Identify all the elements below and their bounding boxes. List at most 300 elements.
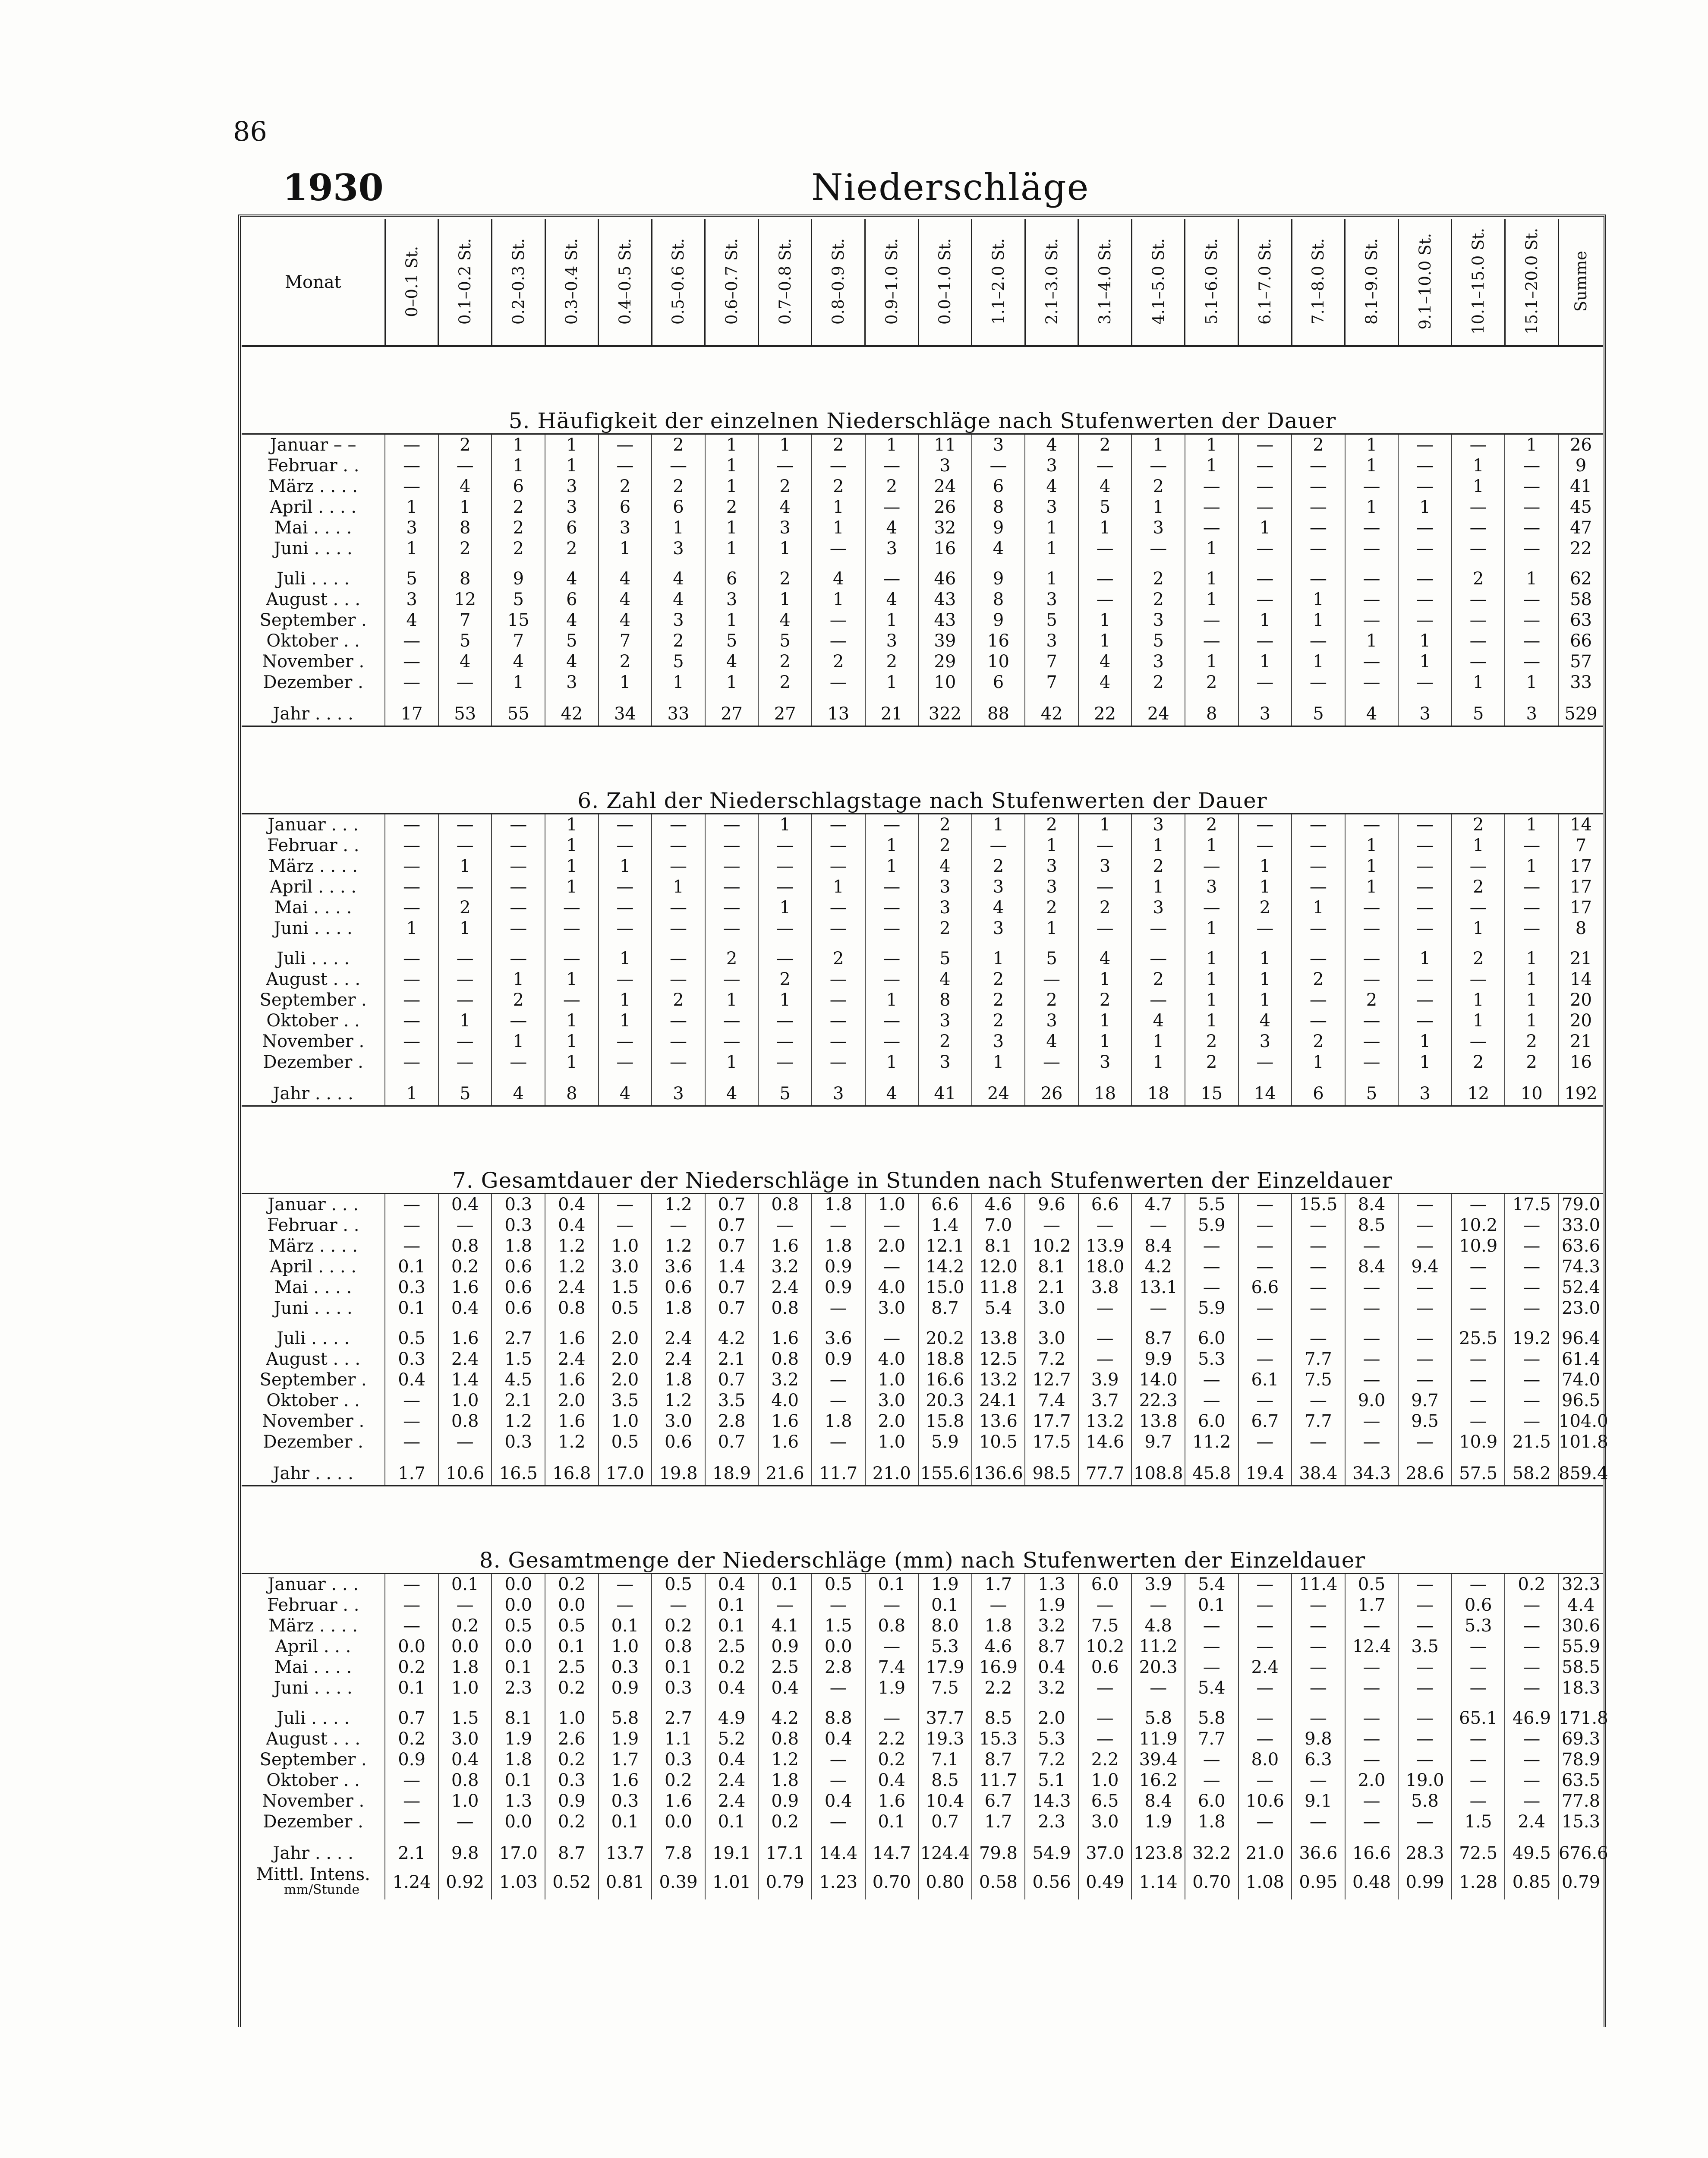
value-cell: 42 [1025, 702, 1078, 726]
value-cell: 0.7 [705, 1194, 759, 1215]
value-cell: 3 [972, 434, 1025, 456]
value-cell: — [1238, 1729, 1292, 1749]
value-cell: — [1238, 1194, 1292, 1215]
row-label-text: Dezember . [263, 1812, 363, 1832]
value-cell: 6.0 [1185, 1328, 1238, 1349]
spacer-cell [1452, 1698, 1505, 1708]
value-cell: 1 [599, 948, 652, 969]
value-cell: 15 [492, 610, 545, 631]
spacer-row [242, 1698, 1603, 1708]
spacer-cell [918, 693, 972, 702]
value-cell: 9 [972, 517, 1025, 538]
value-cell: 8 [972, 589, 1025, 610]
spacer-cell [1131, 1698, 1185, 1708]
value-cell: 0.3 [385, 1349, 438, 1369]
year-total-row [242, 1462, 1603, 1486]
row-label-text: Oktober . . [266, 1391, 360, 1410]
value-cell: 2 [1025, 897, 1078, 918]
value-cell: 16.2 [1131, 1770, 1185, 1791]
table-row [242, 1678, 1603, 1698]
value-cell: 4 [438, 476, 492, 497]
value-cell: 0.1 [865, 1811, 919, 1832]
value-cell: — [1238, 814, 1292, 836]
table-row [242, 672, 1603, 693]
value-cell: 1 [1185, 589, 1238, 610]
value-cell: 39.4 [1131, 1749, 1185, 1770]
value-cell: — [812, 1595, 865, 1615]
value-cell: — [1398, 897, 1452, 918]
value-cell: 1 [1025, 568, 1078, 589]
value-cell: 5.9 [1185, 1215, 1238, 1236]
value-cell: 0.3 [652, 1678, 705, 1698]
sum-cell: 47 [1558, 517, 1603, 538]
value-cell: — [1452, 1256, 1505, 1277]
sum-cell: 171.8 [1559, 1708, 1608, 1728]
value-cell: 2 [438, 897, 492, 918]
value-cell: 7.0 [972, 1215, 1025, 1236]
row-label-text: August . . . [266, 1729, 361, 1749]
spacer-cell [812, 939, 865, 948]
value-cell: 0.5 [599, 1298, 652, 1319]
value-cell: 0.58 [972, 1865, 1025, 1899]
value-cell: — [812, 1031, 865, 1052]
value-cell: 12.1 [918, 1236, 972, 1256]
value-cell: — [1505, 1349, 1558, 1369]
sum-cell: 676.6 [1558, 1842, 1603, 1865]
value-cell: — [1292, 1636, 1345, 1657]
value-cell: 1 [545, 856, 599, 877]
spacer-cell [599, 1319, 652, 1328]
sum-cell: 4.4 [1558, 1595, 1603, 1615]
column-header [1398, 219, 1452, 346]
value-cell: 1 [705, 672, 759, 693]
value-cell: 18.0 [1078, 1256, 1132, 1277]
spacer-cell [652, 693, 705, 702]
value-cell: 0.3 [599, 1791, 652, 1811]
row-label [242, 1082, 385, 1106]
value-cell: 24 [1131, 702, 1185, 726]
table-row [242, 897, 1603, 918]
spacer-cell [758, 693, 812, 702]
row-label [242, 835, 385, 856]
value-cell: — [1345, 1031, 1399, 1052]
value-cell: 3 [1131, 517, 1185, 538]
value-cell: 0.1 [599, 1615, 652, 1636]
value-cell: 2 [1078, 990, 1132, 1010]
table-row [242, 1215, 1603, 1236]
row-label-text: Oktober . . [266, 1770, 360, 1790]
value-cell: 1 [1398, 1052, 1452, 1073]
value-cell: 1 [1131, 1052, 1185, 1073]
value-cell: — [865, 1328, 919, 1349]
table-row [242, 1390, 1603, 1411]
section-title-row [242, 726, 1603, 814]
column-header [705, 219, 759, 346]
value-cell: 0.5 [545, 1615, 599, 1636]
row-label [242, 1010, 385, 1031]
value-cell: — [705, 897, 759, 918]
value-cell: 6.0 [1185, 1791, 1238, 1811]
value-cell: 0.9 [758, 1636, 812, 1657]
value-cell: — [1398, 856, 1452, 877]
section-title: 6. Zahl der Niederschlagstage nach Stufenwerten der Dauer [242, 726, 1603, 814]
value-cell: 6.5 [1078, 1791, 1132, 1811]
value-cell: 18 [1078, 1082, 1132, 1106]
spacer-cell [438, 1319, 492, 1328]
value-cell: — [1185, 1369, 1238, 1390]
value-cell: 2 [1131, 589, 1185, 610]
value-cell: 2 [1131, 476, 1185, 497]
value-cell: 1.0 [1078, 1770, 1132, 1791]
value-cell: 1 [1238, 990, 1292, 1010]
spacer-cell [545, 1073, 599, 1082]
value-cell: 1.24 [385, 1865, 438, 1899]
value-cell: — [1398, 814, 1452, 836]
value-cell: 0.9 [599, 1678, 652, 1698]
column-header-label: 2.1–3.0 St. [1042, 238, 1061, 325]
value-cell: 13 [812, 702, 865, 726]
sum-cell: 61.4 [1558, 1349, 1603, 1369]
value-cell: 2.1 [1025, 1277, 1078, 1298]
value-cell: 28.6 [1398, 1462, 1452, 1486]
spacer-cell [652, 1319, 705, 1328]
value-cell: — [758, 877, 812, 897]
value-cell: — [865, 1595, 919, 1615]
value-cell: — [1185, 1636, 1238, 1657]
value-cell: 1 [1505, 672, 1558, 693]
value-cell: 1 [1452, 990, 1505, 1010]
spacer-cell [705, 1073, 759, 1082]
value-cell: 11.7 [972, 1770, 1025, 1791]
value-cell: 24 [972, 1082, 1025, 1106]
value-cell: 4 [1078, 476, 1132, 497]
value-cell: 1.0 [438, 1390, 492, 1411]
value-cell: 2.0 [599, 1349, 652, 1369]
value-cell: 0.0 [812, 1636, 865, 1657]
row-label [242, 434, 385, 456]
value-cell: 1.3 [1025, 1574, 1078, 1595]
value-cell: 0.7 [918, 1811, 972, 1832]
table-row [242, 1729, 1603, 1749]
value-cell: — [1185, 1615, 1238, 1636]
value-cell: 0.5 [812, 1574, 865, 1595]
value-cell: — [1345, 1708, 1399, 1729]
spacer-cell [1452, 1452, 1505, 1462]
value-cell: 1.2 [652, 1236, 705, 1256]
value-cell: 6.6 [1078, 1194, 1132, 1215]
spacer-cell [1185, 1452, 1238, 1462]
value-cell: 3 [545, 497, 599, 517]
value-cell: — [492, 918, 545, 939]
value-cell: — [652, 1052, 705, 1073]
sum-cell: 21 [1558, 948, 1603, 969]
value-cell: 2 [918, 814, 972, 836]
column-header-label: 1.1–2.0 St. [989, 238, 1008, 325]
spacer-cell [1238, 1698, 1292, 1708]
value-cell: 8.7 [918, 1298, 972, 1319]
value-cell: 2 [758, 672, 812, 693]
value-cell: 5.3 [1452, 1615, 1505, 1636]
value-cell: 0.2 [438, 1256, 492, 1277]
value-cell: — [1185, 1749, 1238, 1770]
value-cell: 2.3 [492, 1678, 545, 1698]
value-cell: 2.2 [865, 1729, 919, 1749]
value-cell: — [1185, 1256, 1238, 1277]
value-cell: 12 [438, 589, 492, 610]
section-title: 8. Gesamtmenge der Niederschläge (mm) nach Stufenwerten der Einzeldauer [242, 1486, 1603, 1574]
value-cell: — [1025, 1052, 1078, 1073]
value-cell: 0.2 [758, 1811, 812, 1832]
row-label-text: August . . . [266, 1349, 361, 1369]
value-cell: 1 [385, 1082, 438, 1106]
sum-cell: 74.0 [1558, 1369, 1603, 1390]
spacer-cell [438, 1832, 492, 1842]
row-label-text: Juni . . . . [274, 1298, 353, 1318]
value-cell: 12.4 [1345, 1636, 1399, 1657]
spacer-cell [652, 939, 705, 948]
row-label [242, 1729, 385, 1749]
value-cell: — [1452, 897, 1505, 918]
value-cell: 18.8 [918, 1349, 972, 1369]
value-cell: 5 [758, 1082, 812, 1106]
value-cell: 5.1 [1025, 1770, 1078, 1791]
spacer-cell [705, 1698, 759, 1708]
value-cell: — [385, 1770, 438, 1791]
value-cell: 5 [1452, 702, 1505, 726]
value-cell: — [758, 1215, 812, 1236]
row-label-text: April . . . . [270, 877, 357, 897]
value-cell: — [545, 897, 599, 918]
value-cell: 2 [1131, 672, 1185, 693]
value-cell: — [438, 814, 492, 836]
value-cell: 2 [652, 476, 705, 497]
value-cell: 98.5 [1025, 1462, 1078, 1486]
value-cell: 88 [972, 702, 1025, 726]
spacer-cell [545, 939, 599, 948]
spacer-cell [242, 939, 385, 948]
value-cell: 10.6 [438, 1462, 492, 1486]
value-cell: — [1452, 1031, 1505, 1052]
value-cell: 0.4 [812, 1729, 865, 1749]
value-cell: — [385, 969, 438, 990]
value-cell: 5 [1345, 1082, 1399, 1106]
value-cell: — [1345, 651, 1399, 672]
row-label [242, 455, 385, 476]
value-cell: 9.8 [438, 1842, 492, 1865]
value-cell: — [1238, 1052, 1292, 1073]
value-cell: 7.7 [1292, 1411, 1345, 1432]
row-label-text: Jahr . . . . [273, 1843, 353, 1863]
value-cell: — [1078, 1678, 1132, 1698]
value-cell: 3 [1131, 897, 1185, 918]
value-cell: 0.9 [812, 1256, 865, 1277]
spacer-cell [865, 559, 919, 568]
spacer-cell [1238, 559, 1292, 568]
value-cell: — [1398, 1369, 1452, 1390]
value-cell: 2.2 [1078, 1749, 1132, 1770]
value-cell: — [652, 1031, 705, 1052]
table-row [242, 476, 1603, 497]
spacer-cell [599, 693, 652, 702]
value-cell: 5.4 [972, 1298, 1025, 1319]
value-cell: 0.6 [1078, 1657, 1132, 1678]
spacer-cell [972, 1832, 1025, 1842]
spacer-cell [705, 1452, 759, 1462]
spacer-cell [1398, 1073, 1452, 1082]
table-body [242, 346, 1608, 1899]
spacer-cell [705, 559, 759, 568]
value-cell: — [652, 1595, 705, 1615]
value-cell: 10.6 [1238, 1791, 1292, 1811]
spacer-cell [1292, 939, 1345, 948]
value-cell: — [599, 897, 652, 918]
value-cell: 0.7 [385, 1708, 438, 1729]
value-cell: 4 [1078, 948, 1132, 969]
value-cell: 11.2 [1185, 1432, 1238, 1452]
value-cell: 2 [1185, 814, 1238, 836]
value-cell: — [599, 918, 652, 939]
spacer-cell [1452, 1073, 1505, 1082]
value-cell: — [1345, 610, 1399, 631]
value-cell: 7 [1025, 651, 1078, 672]
value-cell: 2 [1078, 434, 1132, 456]
value-cell: 5 [545, 631, 599, 651]
value-cell: 0.1 [385, 1678, 438, 1698]
table-row [242, 434, 1603, 456]
row-label [242, 1369, 385, 1390]
column-header [972, 219, 1025, 346]
value-cell: — [1292, 1657, 1345, 1678]
row-label-text: September . [259, 1370, 367, 1390]
value-cell: — [1505, 610, 1558, 631]
value-cell: — [1078, 835, 1132, 856]
sum-cell: 66 [1558, 631, 1603, 651]
value-cell: 5.4 [1185, 1574, 1238, 1595]
row-label [242, 651, 385, 672]
value-cell: 2 [1025, 990, 1078, 1010]
value-cell: 2 [1452, 877, 1505, 897]
sum-cell: 69.3 [1558, 1729, 1603, 1749]
row-label-text: Mittl. Intens. [256, 1865, 370, 1884]
value-cell: — [1078, 455, 1132, 476]
value-cell: 0.9 [545, 1791, 599, 1811]
table-row [242, 610, 1603, 631]
value-cell: 7.2 [1025, 1749, 1078, 1770]
value-cell: 3.9 [1078, 1369, 1132, 1390]
value-cell: 10 [972, 651, 1025, 672]
value-cell: 4.0 [758, 1390, 812, 1411]
value-cell: 7.5 [1292, 1369, 1345, 1390]
value-cell: 6 [492, 476, 545, 497]
value-cell: 1 [1505, 568, 1558, 589]
value-cell: 8.4 [1131, 1791, 1185, 1811]
value-cell: — [1452, 651, 1505, 672]
value-cell: 0.79 [758, 1865, 812, 1899]
value-cell: 0.1 [865, 1574, 919, 1595]
value-cell: — [385, 1390, 438, 1411]
column-header [1505, 219, 1558, 346]
value-cell: 0.4 [705, 1574, 759, 1595]
value-cell: 9.1 [1292, 1791, 1345, 1811]
value-cell: — [1131, 948, 1185, 969]
row-label-text: August . . . [266, 590, 361, 609]
sum-cell: 7 [1558, 835, 1603, 856]
value-cell: — [652, 814, 705, 836]
value-cell: — [385, 672, 438, 693]
value-cell: — [1398, 1328, 1452, 1349]
value-cell: — [545, 918, 599, 939]
column-header [1452, 219, 1505, 346]
spacer-cell [972, 559, 1025, 568]
value-cell: — [1238, 1574, 1292, 1595]
value-cell: — [758, 948, 812, 969]
value-cell: 3.0 [1078, 1811, 1132, 1832]
value-cell: 0.4 [545, 1215, 599, 1236]
table-row [242, 1749, 1603, 1770]
value-cell: — [1398, 1215, 1452, 1236]
value-cell: — [1078, 1729, 1132, 1749]
value-cell: 2 [492, 538, 545, 559]
value-cell: 9.7 [1131, 1432, 1185, 1452]
value-cell: — [812, 1369, 865, 1390]
value-cell: — [385, 1615, 438, 1636]
value-cell: 19.1 [705, 1842, 759, 1865]
value-cell: 38.4 [1292, 1462, 1345, 1486]
row-label [242, 856, 385, 877]
row-label [242, 631, 385, 651]
row-label-text: Juli . . . . [277, 1708, 350, 1728]
value-cell: 3 [1505, 702, 1558, 726]
value-cell: 1 [1452, 672, 1505, 693]
value-cell: 13.9 [1078, 1236, 1132, 1256]
value-cell: 79.8 [972, 1842, 1025, 1865]
value-cell: — [1238, 497, 1292, 517]
value-cell: 1 [1238, 969, 1292, 990]
value-cell: 14.0 [1131, 1369, 1185, 1390]
value-cell: 1.0 [599, 1236, 652, 1256]
column-header-label: 7.1–8.0 St. [1309, 238, 1328, 325]
spacer-cell [1452, 939, 1505, 948]
value-cell: — [1505, 1369, 1558, 1390]
value-cell: 4.0 [865, 1277, 919, 1298]
value-cell: 5 [492, 589, 545, 610]
value-cell: 1 [705, 476, 759, 497]
spacer-cell [438, 1452, 492, 1462]
table-row [242, 1010, 1603, 1031]
sum-cell: 58 [1558, 589, 1603, 610]
value-cell: 0.8 [438, 1770, 492, 1791]
value-cell: 0.2 [545, 1811, 599, 1832]
spacer-cell [1345, 1452, 1399, 1462]
spacer-cell [1292, 693, 1345, 702]
spacer-row [242, 559, 1603, 568]
row-label [242, 1411, 385, 1432]
column-header-label: 0.7–0.8 St. [775, 238, 794, 325]
value-cell: — [1238, 1615, 1292, 1636]
value-cell: — [1078, 1349, 1132, 1369]
value-cell: — [1292, 517, 1345, 538]
spacer-cell [1078, 559, 1132, 568]
spacer-cell [1505, 1319, 1558, 1328]
value-cell: — [438, 455, 492, 476]
spacer-cell [1025, 1452, 1078, 1462]
value-cell: 2.1 [385, 1842, 438, 1865]
value-cell: 1.08 [1238, 1865, 1292, 1899]
value-cell: 41 [918, 1082, 972, 1106]
value-cell: — [865, 455, 919, 476]
row-label [242, 517, 385, 538]
sum-cell: 78.9 [1558, 1749, 1603, 1770]
